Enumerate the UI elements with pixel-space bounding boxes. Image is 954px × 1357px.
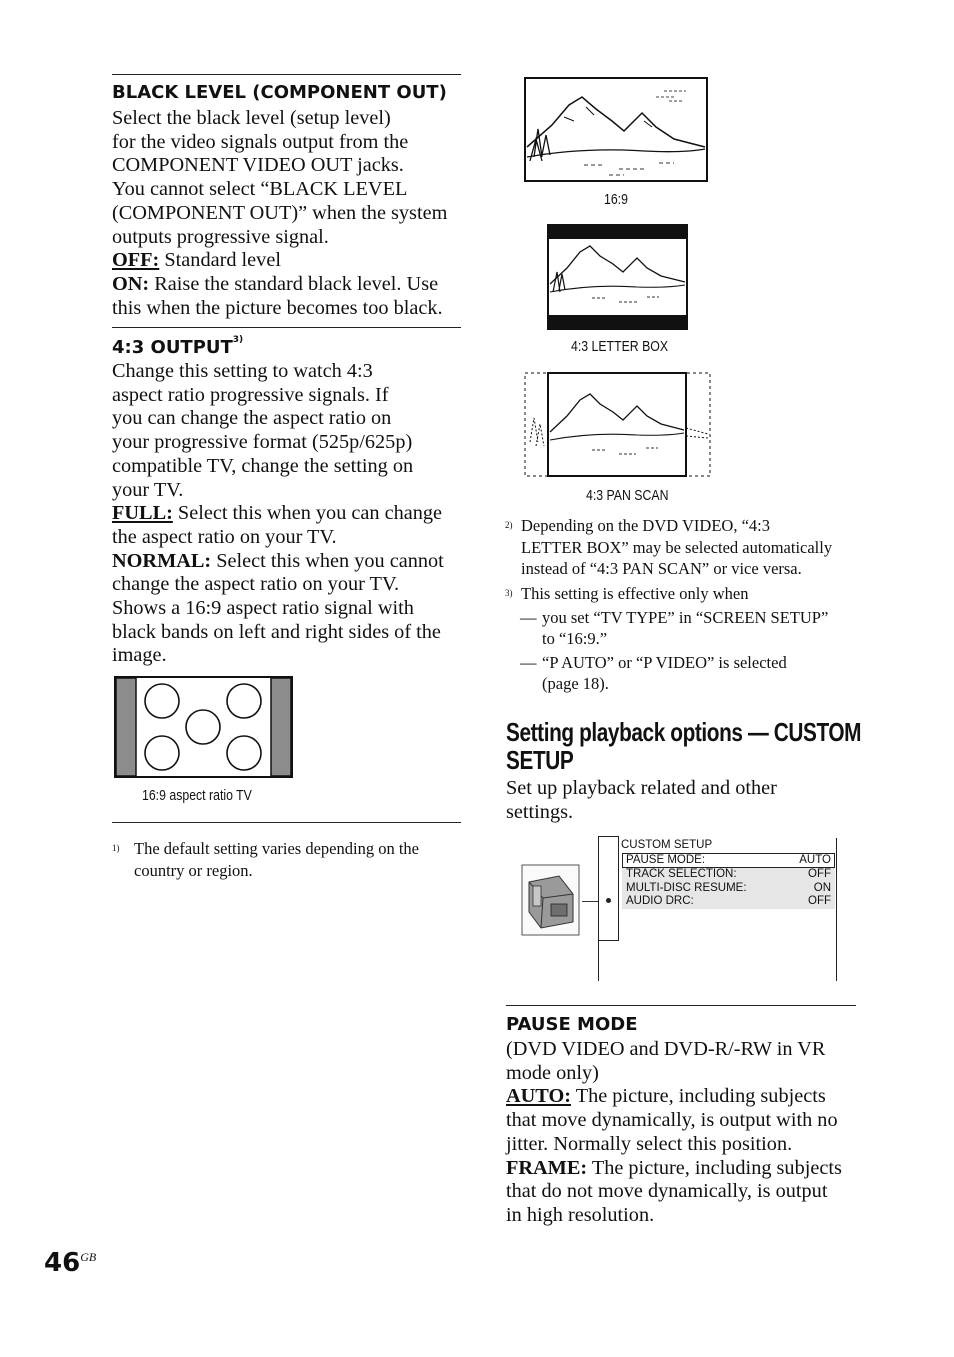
black-level-heading: BLACK LEVEL (COMPONENT OUT)	[112, 82, 447, 103]
aspect-ratio-tv-figure	[114, 676, 294, 779]
footnote-text: instead of “4:3 PAN SCAN” or vice versa.	[521, 559, 802, 578]
body-line: you can change the aspect ratio on	[112, 407, 392, 430]
osd-value: OFF	[808, 868, 831, 881]
body-line: Change this setting to watch 4:3	[112, 360, 373, 382]
option-normal	[112, 550, 472, 574]
figure-caption: 16:9 aspect ratio TV	[142, 787, 252, 804]
section-rule	[112, 327, 461, 328]
body-line: Shows a 16:9 aspect ratio signal with	[112, 597, 414, 620]
osd-label: MULTI-DISC RESUME:	[626, 881, 747, 894]
footnote-ref: 3)	[232, 335, 244, 345]
option-text: Select this when you can change	[172, 502, 443, 525]
option-label: ON:	[112, 272, 150, 295]
footnote-3	[505, 583, 885, 695]
osd-tab[interactable]	[599, 862, 619, 889]
osd-value: AUTO	[799, 853, 831, 866]
body-line: the aspect ratio on your TV.	[112, 525, 337, 548]
body-line: (DVD VIDEO and DVD-R/-RW in VR	[506, 1038, 826, 1060]
osd-tab[interactable]	[599, 914, 619, 941]
body-line: mode only)	[506, 1061, 599, 1084]
osd-menu-panel	[619, 838, 837, 981]
panscan-illustration	[524, 372, 711, 478]
body-line: change the aspect ratio on your TV.	[112, 573, 400, 596]
title-line: SETUP	[506, 745, 574, 775]
output43-body	[112, 360, 472, 668]
pause-mode-body	[506, 1038, 866, 1228]
dash-bullet: —	[520, 607, 537, 627]
footnote-rule	[112, 822, 461, 823]
black-level-body	[112, 107, 472, 320]
osd-tab[interactable]	[599, 836, 619, 864]
osd-value: OFF	[808, 895, 831, 908]
body-line: settings.	[506, 800, 574, 823]
body-line: aspect ratio progressive signals. If	[112, 383, 389, 406]
osd-title: CUSTOM SETUP	[621, 839, 713, 851]
footnote-text: LETTER BOX” may be selected automatically	[521, 537, 833, 557]
option-text: Select this when you cannot	[211, 549, 444, 572]
body-line: for the video signals output from the	[112, 130, 409, 153]
osd-label: AUDIO DRC:	[626, 895, 694, 908]
page-number-value: 46	[44, 1248, 81, 1278]
section-title	[506, 717, 862, 775]
osd-menu-tabs	[598, 836, 619, 981]
osd-row-audio-drc[interactable]	[622, 895, 835, 909]
option-label: AUTO:	[506, 1085, 571, 1108]
body-line: compatible TV, change the setting on	[112, 454, 414, 477]
option-label: FRAME:	[506, 1156, 588, 1179]
page-number	[44, 1248, 96, 1278]
body-line: You cannot select “BLACK LEVEL	[112, 178, 408, 201]
pause-mode-heading: PAUSE MODE	[506, 1014, 638, 1035]
footnote-text: “P AUTO” or “P VIDEO” is selected	[542, 652, 787, 672]
footnote-text: (page 18).	[542, 674, 609, 693]
footnote-1	[112, 838, 472, 881]
footnote-mark: 1)	[112, 843, 120, 853]
landscape-16-9-illustration	[524, 77, 709, 183]
body-line: outputs progressive signal.	[112, 225, 329, 248]
osd-row-track-selection[interactable]	[622, 868, 835, 882]
footnote-2	[505, 515, 885, 580]
custom-setup-icon	[521, 864, 581, 936]
option-text: Raise the standard black level. Use	[149, 272, 439, 295]
title-line: Setting playback options — CUSTOM	[506, 717, 862, 747]
section-rule	[112, 74, 461, 75]
osd-value: ON	[813, 881, 831, 894]
option-text: The picture, including subjects	[587, 1156, 842, 1179]
body-line: that move dynamically, is output with no	[506, 1109, 838, 1132]
option-label: NORMAL:	[112, 549, 212, 572]
osd-label: PAUSE MODE:	[626, 853, 706, 866]
body-line: this when the picture becomes too black.	[112, 296, 443, 319]
caption-16-9: 16:9	[604, 191, 628, 208]
option-off	[112, 249, 472, 273]
selection-dot-icon	[606, 898, 611, 903]
section-rule	[506, 1005, 856, 1006]
footnote-text: to “16:9.”	[542, 629, 608, 648]
osd-tab-active[interactable]	[599, 888, 619, 915]
output43-heading	[112, 337, 243, 358]
body-line: your progressive format (525p/625p)	[112, 431, 413, 454]
caption-panscan: 4:3 PAN SCAN	[586, 487, 669, 504]
footnote-mark: 3)	[505, 588, 513, 598]
footnote-text: The default setting varies depending on the	[134, 839, 419, 858]
osd-row-multi-disc-resume[interactable]	[622, 882, 835, 896]
osd-row-pause-mode[interactable]	[622, 853, 835, 869]
footnote-text: country or region.	[134, 860, 253, 880]
letterbox-illustration	[547, 224, 688, 330]
option-text: The picture, including subjects	[570, 1085, 826, 1108]
option-auto	[506, 1085, 866, 1109]
option-frame	[506, 1157, 866, 1181]
option-on	[112, 273, 472, 297]
footnote-text: Depending on the DVD VIDEO, “4:3	[521, 516, 770, 535]
connector-line	[582, 901, 598, 902]
body-line: (COMPONENT OUT)” when the system	[112, 201, 448, 224]
option-label: FULL:	[112, 502, 173, 525]
footnote-text: This setting is effective only when	[521, 584, 749, 603]
body-line: Set up playback related and other	[506, 777, 777, 799]
body-line: COMPONENT VIDEO OUT jacks.	[112, 154, 404, 177]
footnote-text: you set “TV TYPE” in “SCREEN SETUP”	[542, 607, 829, 627]
osd-label: TRACK SELECTION:	[626, 868, 737, 881]
body-line: image.	[112, 644, 167, 667]
heading-text: 4:3 OUTPUT	[112, 337, 233, 358]
section-intro	[506, 777, 866, 824]
option-label: OFF:	[112, 249, 160, 272]
body-line: jitter. Normally select this position.	[506, 1132, 793, 1155]
page-suffix: GB	[80, 1250, 97, 1264]
body-line: Select the black level (setup level)	[112, 107, 391, 129]
body-line: black bands on left and right sides of the	[112, 620, 441, 643]
body-line: your TV.	[112, 478, 184, 501]
option-full	[112, 502, 472, 526]
dash-bullet: —	[520, 652, 537, 672]
footnote-mark: 2)	[505, 520, 513, 530]
osd-list	[622, 853, 835, 909]
body-line: in high resolution.	[506, 1203, 655, 1226]
body-line: that do not move dynamically, is output	[506, 1180, 828, 1203]
caption-letterbox: 4:3 LETTER BOX	[571, 338, 669, 355]
option-text: Standard level	[159, 249, 281, 272]
